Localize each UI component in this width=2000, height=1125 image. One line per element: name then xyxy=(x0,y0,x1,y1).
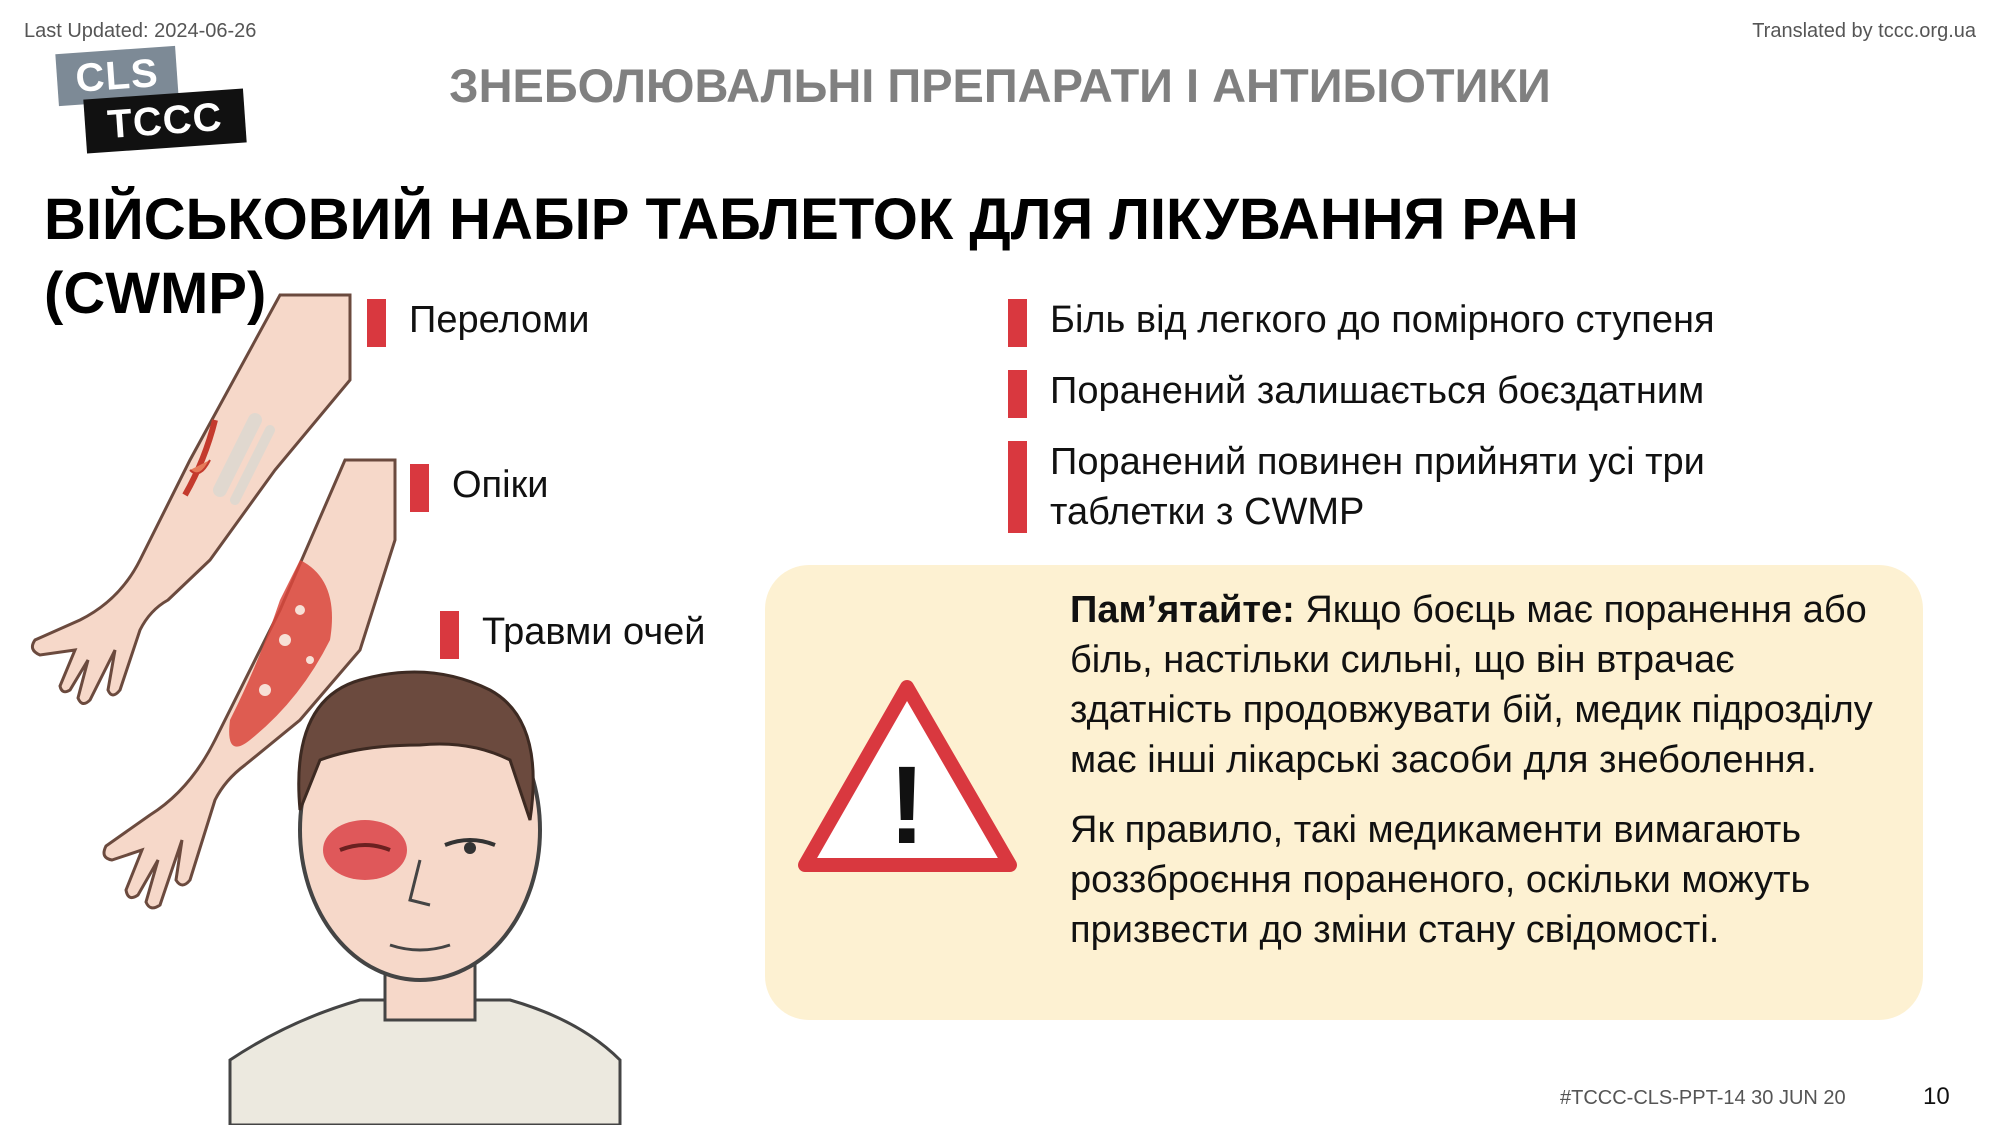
reminder-callout xyxy=(765,565,1923,1020)
slide-title: ЗНЕБОЛЮВАЛЬНІ ПРЕПАРАТИ І АНТИБІОТИКИ xyxy=(449,59,1551,112)
bullet-text: Поранений залишається боєздатним xyxy=(1050,370,1705,412)
injury-bullet-burns xyxy=(410,460,548,510)
bullet-text: Біль від легкого до помірного ступеня xyxy=(1050,299,1715,341)
injury-bullet-fractures xyxy=(367,295,590,345)
bullet-bar xyxy=(1008,441,1027,533)
bullet-bar xyxy=(1008,370,1027,418)
logo-cls: CLS xyxy=(55,46,178,106)
last-updated: Last Updated: 2024-06-26 xyxy=(24,20,257,42)
bullet-bar xyxy=(440,611,459,659)
callout-text xyxy=(1070,585,1905,975)
bullet-text: Переломи xyxy=(409,299,590,341)
criteria-bullet-three-pills xyxy=(1008,437,1828,537)
bullet-text: Поранений повинен прийняти усі три таблетки з CWMP xyxy=(1050,441,1705,533)
bullet-bar xyxy=(367,299,386,347)
injury-bullet-eye xyxy=(440,607,705,657)
callout-body-1: Якщо боєць має поранення або біль, настільки сильні, що він втрачає здатність продовжувати бій, медик підрозділу має інші лікарські засоби для знеболення. xyxy=(1070,589,1873,781)
bullet-bar xyxy=(1008,299,1027,347)
bullet-text: Опіки xyxy=(452,464,549,506)
bullet-bar xyxy=(410,464,429,512)
callout-paragraph-2: Як правило, такі медикаменти вимагають роззброєння пораненого, оскільки можуть призвести до зміни стану свідомості. xyxy=(1070,809,1811,951)
footer-code: #TCCC-CLS-PPT-14 30 JUN 20 xyxy=(1560,1087,1846,1109)
callout-paragraph-1 xyxy=(1070,585,1905,785)
logo-tccc: TCCC xyxy=(83,88,246,153)
bullet-text: Травми очей xyxy=(482,611,706,653)
criteria-bullet-pain xyxy=(1008,295,1908,345)
page-number: 10 xyxy=(1923,1083,1950,1110)
main-heading: ВІЙСЬКОВИЙ НАБІР ТАБЛЕТОК ДЛЯ ЛІКУВАННЯ РАН (CWMP) xyxy=(44,187,1579,326)
warning-triangle-icon xyxy=(795,675,1020,880)
callout-lead: Пам’ятайте: xyxy=(1070,589,1295,631)
translated-by: Translated by tccc.org.ua xyxy=(1752,20,1976,42)
injured-face-icon xyxy=(230,672,620,1125)
criteria-bullet-combat-ready xyxy=(1008,366,1908,416)
warning-mark: ! xyxy=(888,744,926,867)
